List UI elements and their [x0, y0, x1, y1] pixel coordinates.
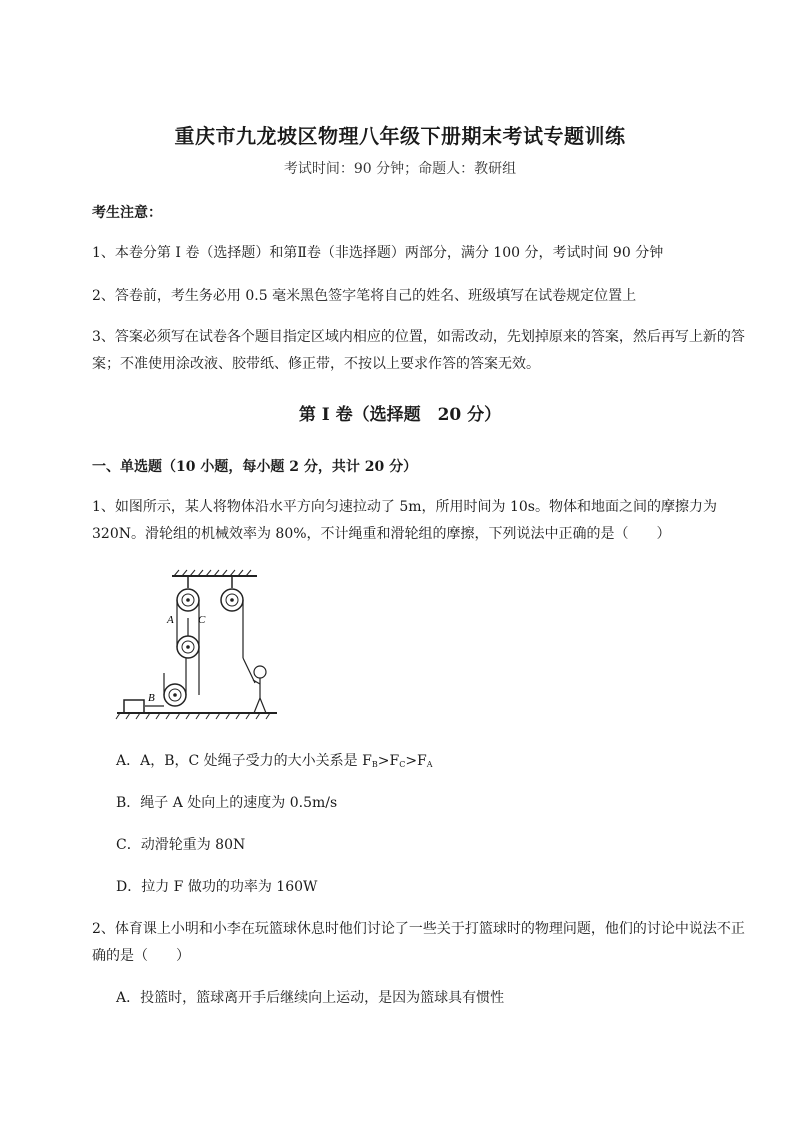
- notice-item-3: 3、答案必须写在试卷各个题目指定区域内相应的位置，如需改动，先划掉原来的答案，然后再写上新的答案；不准使用涂改液、胶带纸、修正带，不按以上要求作答的答案无效。: [92, 329, 745, 372]
- question-2-option-a: A．投篮时，篮球离开手后继续向上运动，是因为篮球具有惯性: [116, 990, 505, 1006]
- question-1-option-d: D．拉力 F 做功的功率为 160W: [116, 879, 318, 895]
- notice-heading: 考生注意：: [92, 205, 162, 221]
- question-1-stem: 1、如图所示，某人将物体沿水平方向匀速拉动了 5m，所用时间为 10s。物体和地面之间的摩擦力为 320N。滑轮组的机械效率为 80%，不计绳重和滑轮组的摩擦，下列说法中正确的是（ ）: [92, 499, 717, 542]
- exam-info: 考试时间：90 分钟；命题人：教研组: [283, 161, 517, 177]
- section-title: 第 I 卷（选择题 20 分）: [298, 405, 502, 425]
- question-1-option-b: B．绳子 A 处向上的速度为 0.5m/s: [116, 795, 338, 811]
- pulley-system-figure: [112, 568, 282, 723]
- question-2-stem: 2、体育课上小明和小李在玩篮球休息时他们讨论了一些关于打篮球时的物理问题，他们的讨论中说法不正确的是（ ）: [92, 921, 745, 964]
- question-1-option-a: A．A，B，C 处绳子受力的大小关系是 $F_B>F_C>F_A$: [116, 753, 433, 769]
- page-title: 重庆市九龙坡区物理八年级下册期末考试专题训练: [174, 124, 626, 148]
- figure-label-b: B: [148, 692, 155, 704]
- part-heading: 一、单选题（10 小题，每小题 2 分，共计 20 分）: [92, 459, 418, 475]
- question-1-option-c: C．动滑轮重为 80N: [116, 837, 246, 853]
- notice-item-1: 1、本卷分第 I 卷（选择题）和第Ⅱ卷（非选择题）两部分，满分 100 分，考试时间 90 分钟: [92, 245, 664, 261]
- figure-label-c: C: [198, 614, 206, 626]
- notice-item-2: 2、答卷前，考生务必用 0.5 毫米黑色签字笔将自己的姓名、班级填写在试卷规定位置上: [92, 288, 637, 304]
- figure-label-a: A: [167, 614, 174, 626]
